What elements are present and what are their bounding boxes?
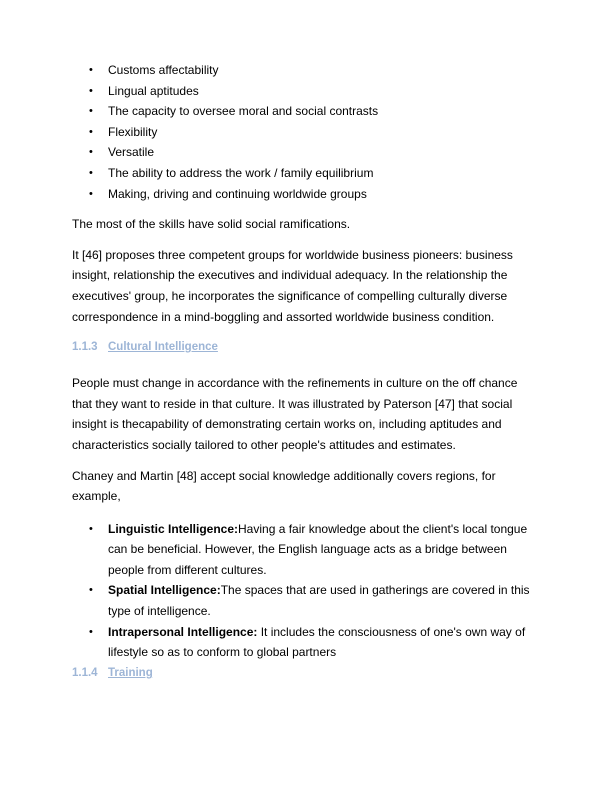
list-item-text: Having a fair knowledge about the client's local tongue can be beneficial. However, the English language acts as a bridge between people from different cultures. bbox=[108, 521, 528, 577]
list-item: • Customs affectability bbox=[72, 60, 540, 81]
paragraph: People must change in accordance with the refinements in culture on the off chance that they want to reside in that culture. It was illustrated by Paterson [47] that social insight is thecapability of demonstrating certain works on, including aptitudes and characteristics socially tailored to other people's attitudes and estimates. bbox=[72, 376, 518, 452]
list-item: • The capacity to oversee moral and social contrasts bbox=[72, 101, 540, 122]
document-page bbox=[72, 60, 540, 683]
section-number: 1.1.3 bbox=[72, 341, 98, 354]
list-item bbox=[72, 580, 540, 621]
list-item-text: The spaces that are used in gatherings are covered in this type of intelligence. bbox=[108, 583, 530, 619]
skills-list bbox=[72, 60, 540, 204]
list-item-term: Spatial Intelligence: bbox=[108, 583, 221, 598]
paragraph: The most of the skills have solid social ramifications. bbox=[72, 217, 351, 232]
list-item: • Versatile bbox=[72, 142, 540, 163]
list-item-text: It includes the consciousness of one's own way of lifestyle so as to conform to global partners bbox=[108, 624, 526, 660]
paragraph: Chaney and Martin [48] accept social knowledge additionally covers regions, for example, bbox=[72, 468, 496, 504]
section-heading-training bbox=[72, 663, 540, 683]
section-heading-cultural-intelligence bbox=[72, 337, 540, 357]
section-title: Cultural Intelligence bbox=[108, 341, 218, 354]
list-item bbox=[72, 622, 540, 663]
list-item-term: Linguistic Intelligence: bbox=[108, 521, 239, 536]
list-item: • Making, driving and continuing worldwide groups bbox=[72, 184, 540, 205]
list-item: • The ability to address the work / family equilibrium bbox=[72, 163, 540, 184]
paragraph: It [46] proposes three competent groups for worldwide business pioneers: business insight, relationship the executives and individual adequacy. In the relationship the executives' group, he incorporates the significance of compelling culturally diverse correspondence in a mind-boggling and assorted worldwide business condition. bbox=[72, 247, 513, 324]
list-item: • Lingual aptitudes bbox=[72, 81, 540, 102]
list-item bbox=[72, 519, 540, 581]
intelligence-list bbox=[72, 519, 540, 663]
list-item: • Flexibility bbox=[72, 122, 540, 143]
section-number: 1.1.4 bbox=[72, 666, 98, 679]
section-title: Training bbox=[108, 666, 153, 679]
list-item-term: Intrapersonal Intelligence: bbox=[108, 624, 258, 639]
